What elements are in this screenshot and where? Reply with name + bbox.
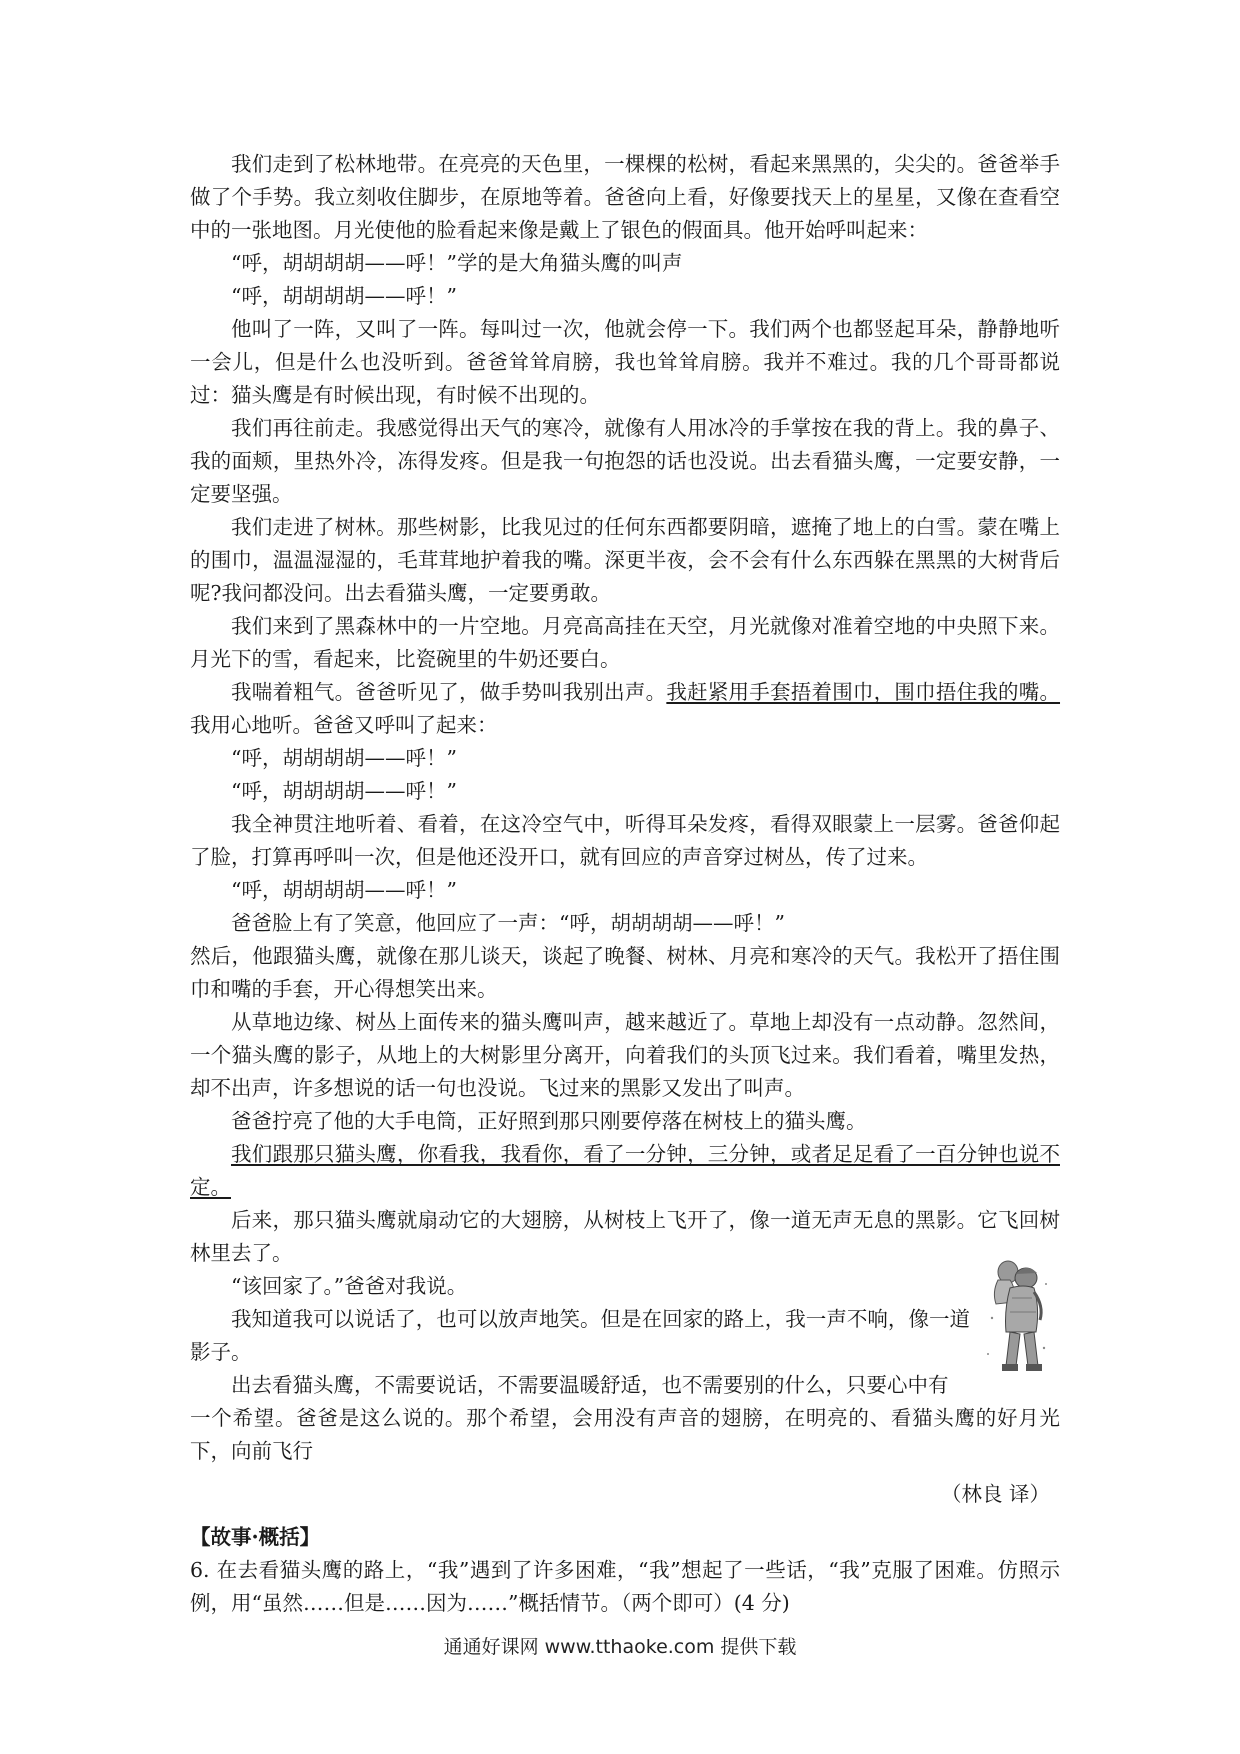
- paragraph-underlined: [190, 1138, 1060, 1204]
- underlined-sentence: 我们跟那只猫头鹰，你看我，我看你，看了一分钟，三分钟，或者足足看了一百分钟也说不定。: [190, 1142, 1060, 1199]
- owl-call-line: “呼，胡胡胡胡——呼！”: [231, 746, 457, 770]
- breath-text-end: 我用心地听。爸爸又呼叫了起来：: [190, 713, 498, 737]
- paragraph: “该回家了。”爸爸对我说。: [231, 1274, 468, 1298]
- paragraph: 从草地边缘、树丛上面传来的猫头鹰叫声，越来越近了。草地上却没有一点动静。忽然间，一个猫头鹰的影子，从地上的大树影里分离开，向着我们的头顶飞过来。我们看着，嘴里发热，却不出声，许多想说的话一句也没说。飞过来的黑影又发出了叫声。: [190, 1010, 1060, 1100]
- paragraph: 他叫了一阵，又叫了一阵。每叫过一次，他就会停一下。我们两个也都竖起耳朵，静静地听一会儿，但是什么也没听到。爸爸耸耸肩膀，我也耸耸肩膀。我并不难过。我的几个哥哥都说过：猫头鹰是有时候出现，有时候不出现的。: [190, 317, 1060, 407]
- footer-source: 通通好课网 www.tthaoke.com 提供下载: [443, 1636, 797, 1658]
- paragraph: 出去看猫头鹰，不需要说话，不需要温暖舒适，也不需要别的什么，只要心中有: [231, 1373, 949, 1397]
- paragraph: 我们走到了松林地带。在亮亮的天色里，一棵棵的松树，看起来黑黑的，尖尖的。爸爸举手做了个手势。我立刻收住脚步，在原地等着。爸爸向上看，好像要找天上的星星，又像在查看空中的一张地图。月光使他的脸看起来像是戴上了银色的假面具。他开始呼叫起来：: [190, 152, 1060, 242]
- owl-call-line: “呼，胡胡胡胡——呼！”: [231, 779, 457, 803]
- section-title: 【故事·概括】: [190, 1525, 321, 1549]
- underlined-sentence: 我赶紧用手套捂着围巾，围巾捂住我的嘴。: [666, 680, 1061, 704]
- paragraph: 我们来到了黑森林中的一片空地。月亮高高挂在天空，月光就像对准着空地的中央照下来。月光下的雪，看起来，比瓷碗里的牛奶还要白。: [190, 614, 1060, 671]
- father-child-illustration: [980, 1258, 1052, 1376]
- question-6: 6. 在去看猫头鹰的路上，“我”遇到了许多困难，“我”想起了一些话，“我”克服了困难。仿照示例，用“虽然……但是……因为……”概括情节。（两个即可）(4 分): [190, 1558, 1060, 1615]
- paragraph: 爸爸拧亮了他的大手电筒，正好照到那只刚要停落在树枝上的猫头鹰。: [231, 1109, 867, 1133]
- breath-text: 我喘着粗气。爸爸听见了，做手势叫我别出声。: [231, 680, 667, 704]
- paragraph: 我们走进了树林。那些树影，比我见过的任何东西都要阴暗，遮掩了地上的白雪。蒙在嘴上的围巾，温温湿湿的，毛茸茸地护着我的嘴。深更半夜，会不会有什么东西躲在黑黑的大树背后呢?我问都没问。出去看猫头鹰，一定要勇敢。: [190, 515, 1060, 605]
- paragraph-breath: [190, 676, 1060, 742]
- owl-call-line: “呼，胡胡胡胡——呼！”学的是大角猫头鹰的叫声: [231, 251, 683, 275]
- paragraph: 我知道我可以说话了，也可以放声地笑。但是在回家的路上，我一声不响，像一道影子。: [190, 1307, 970, 1364]
- article-body: [190, 148, 1060, 1620]
- paragraph: 我全神贯注地听着、看着，在这冷空气中，听得耳朵发疼，看得双眼蒙上一层雾。爸爸仰起了脸，打算再呼叫一次，但是他还没开口，就有回应的声音穿过树丛，传了过来。: [190, 812, 1060, 869]
- owl-call-line: “呼，胡胡胡胡——呼！”: [231, 284, 457, 308]
- paragraph: 我们再往前走。我感觉得出天气的寒冷，就像有人用冰冷的手掌按在我的背上。我的鼻子、我的面颊，里热外冷，冻得发疼。但是我一句抱怨的话也没说。出去看猫头鹰，一定要安静，一定要坚强。: [190, 416, 1060, 506]
- paragraph: 后来，那只猫头鹰就扇动它的大翅膀，从树枝上飞开了，像一道无声无息的黑影。它飞回树林里去了。: [190, 1208, 1060, 1265]
- paragraph: 一个希望。爸爸是这么说的。那个希望，会用没有声音的翅膀，在明亮的、看猫头鹰的好月光下，向前飞行: [190, 1406, 1060, 1463]
- paragraph: 爸爸脸上有了笑意，他回应了一声：“呼，胡胡胡胡——呼！”: [231, 911, 785, 935]
- paragraph: 然后，他跟猫头鹰，就像在那儿谈天，谈起了晚餐、树林、月亮和寒冷的天气。我松开了捂住围巾和嘴的手套，开心得想笑出来。: [190, 944, 1060, 1001]
- owl-call-line: “呼，胡胡胡胡——呼！”: [231, 878, 457, 902]
- translator-credit: （林良 译）: [940, 1482, 1050, 1506]
